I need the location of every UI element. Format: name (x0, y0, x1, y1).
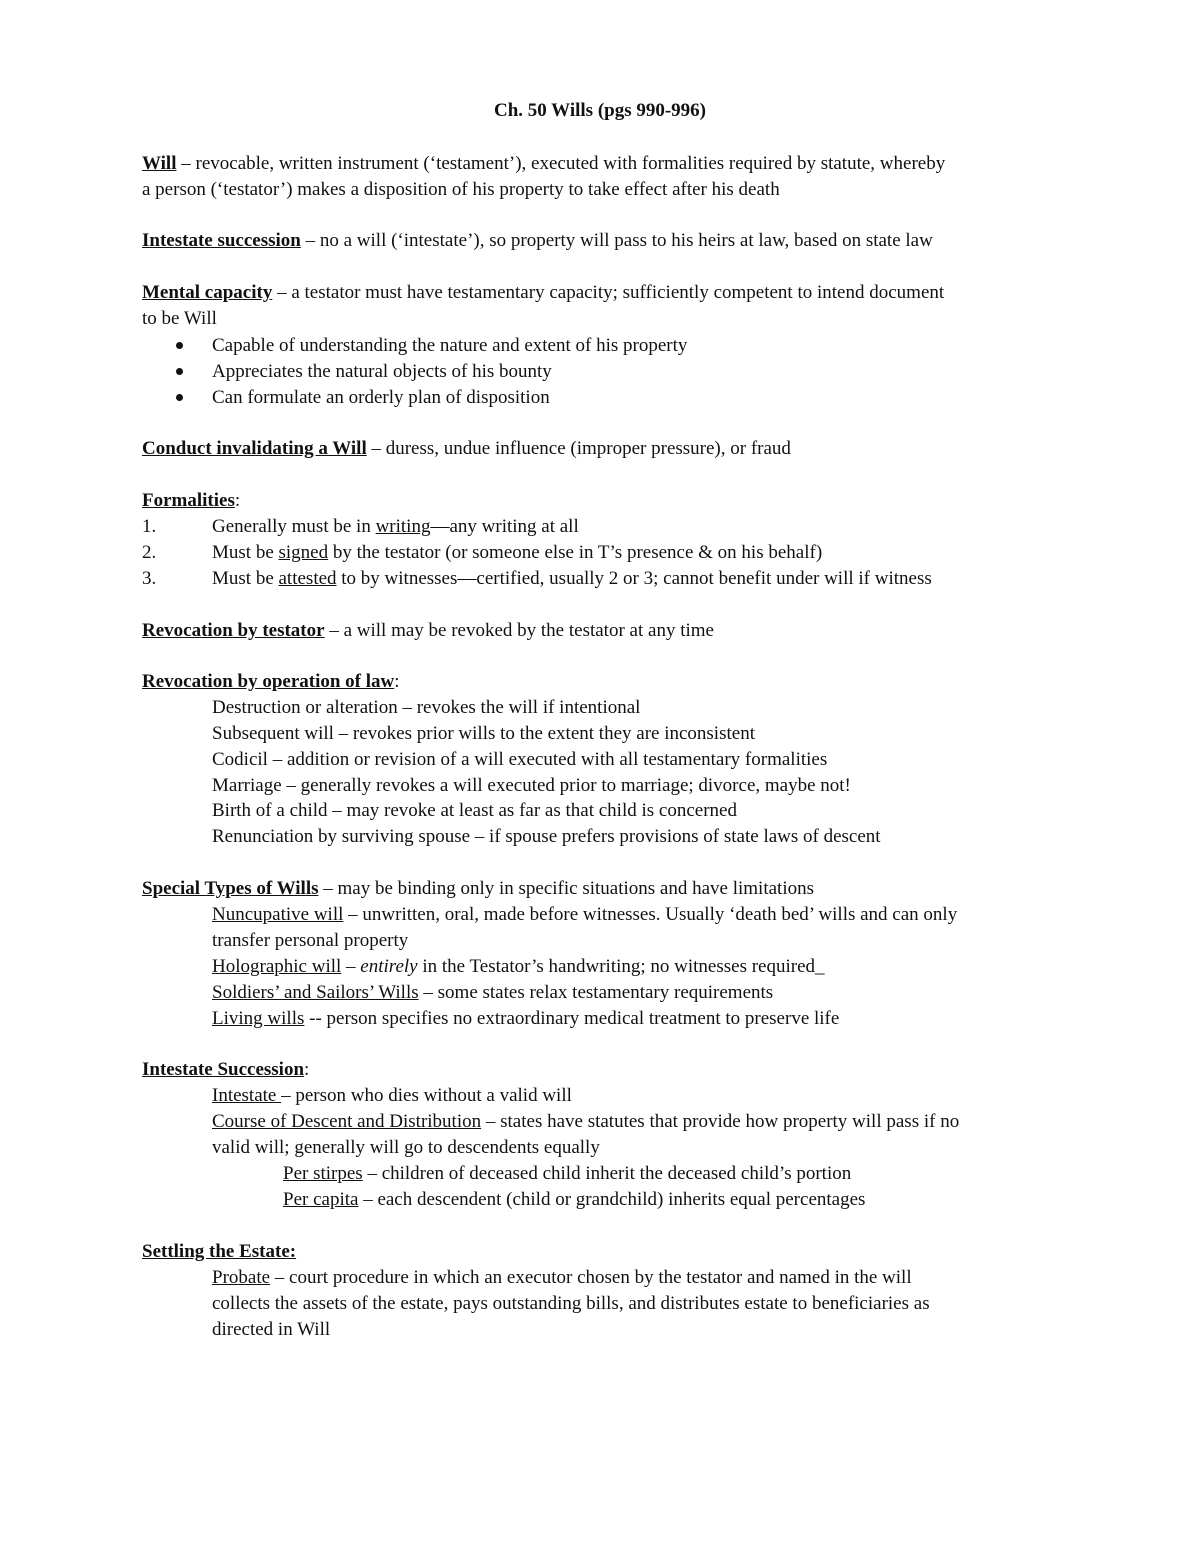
formalities-heading: Formalities: (142, 490, 241, 511)
list-item: Holographic will – entirely in the Testator’s handwriting; no witnesses required_ (212, 956, 825, 977)
will-definition: Will – revocable, written instrument (‘testament’), executed with formalities required by statute, whereby (142, 153, 946, 174)
list-item: Living wills -- person specifies no extraordinary medical treatment to preserve life (212, 1008, 840, 1029)
list-item: Renunciation by surviving spouse – if spouse prefers provisions of state laws of descent (212, 826, 881, 847)
list-number: 3. (142, 568, 157, 589)
list-item: Capable of understanding the nature and extent of his property (212, 335, 688, 356)
settling-estate-heading: Settling the Estate: (142, 1241, 297, 1262)
list-item: Soldiers’ and Sailors’ Wills – some states relax testamentary requirements (212, 982, 774, 1003)
revocation-testator-definition: Revocation by testator – a will may be revoked by the testator at any time (142, 620, 714, 641)
list-item: Can formulate an orderly plan of disposition (212, 387, 550, 408)
intestate-term: Intestate succession (142, 230, 301, 251)
list-item: Must be signed by the testator (or someone else in T’s presence & on his behalf) (212, 542, 823, 563)
list-item: Intestate – person who dies without a valid will (212, 1085, 572, 1106)
bullet-marker (176, 342, 183, 349)
list-item: Course of Descent and Distribution – states have statutes that provide how property will pass if no (212, 1111, 960, 1132)
list-item: Appreciates the natural objects of his bounty (212, 361, 552, 382)
will-definition-cont: a person (‘testator’) makes a disposition of his property to take effect after his death (142, 179, 780, 200)
mental-capacity-term: Mental capacity (142, 282, 273, 303)
list-item: Destruction or alteration – revokes the will if intentional (212, 697, 641, 718)
mental-capacity-definition: Mental capacity – a testator must have testamentary capacity; sufficiently competent to intend document (142, 282, 945, 303)
special-wills-definition: Special Types of Wills – may be binding only in specific situations and have limitations (142, 878, 815, 899)
bullet-marker (176, 368, 183, 375)
mental-capacity-definition-cont: to be Will (142, 308, 217, 329)
list-item-cont: collects the assets of the estate, pays outstanding bills, and distributes estate to beneficiaries as (212, 1293, 930, 1314)
list-item-cont: transfer personal property (212, 930, 409, 951)
list-item: Nuncupative will – unwritten, oral, made before witnesses. Usually ‘death bed’ wills and can only (212, 904, 958, 925)
list-item: Subsequent will – revokes prior wills to the extent they are inconsistent (212, 723, 755, 744)
special-wills-term: Special Types of Wills (142, 878, 319, 899)
list-item: Probate – court procedure in which an executor chosen by the testator and named in the will (212, 1267, 912, 1288)
conduct-definition: Conduct invalidating a Will – duress, undue influence (improper pressure), or fraud (142, 438, 791, 459)
list-number: 2. (142, 542, 157, 563)
list-item: Must be attested to by witnesses—certified, usually 2 or 3; cannot benefit under will if witness (212, 568, 932, 589)
revocation-law-heading: Revocation by operation of law: (142, 671, 400, 692)
intestate-definition: Intestate succession – no a will (‘intestate’), so property will pass to his heirs at law, based on state law (142, 230, 933, 251)
revocation-testator-term: Revocation by testator (142, 620, 325, 641)
page-title: Ch. 50 Wills (pgs 990-996) (493, 100, 707, 121)
list-number: 1. (142, 516, 157, 537)
list-item: Codicil – addition or revision of a will executed with all testamentary formalities (212, 749, 828, 770)
bullet-marker (176, 394, 183, 401)
list-item-cont: valid will; generally will go to descendents equally (212, 1137, 600, 1158)
conduct-term: Conduct invalidating a Will (142, 438, 367, 459)
list-item: Per stirpes – children of deceased child inherit the deceased child’s portion (283, 1163, 852, 1184)
intestate-succession-heading: Intestate Succession: (142, 1059, 310, 1080)
list-item-cont: directed in Will (212, 1319, 331, 1340)
list-item: Generally must be in writing—any writing at all (212, 516, 579, 537)
list-item: Marriage – generally revokes a will executed prior to marriage; divorce, maybe not! (212, 775, 851, 796)
will-term: Will (142, 153, 177, 174)
list-item: Per capita – each descendent (child or grandchild) inherits equal percentages (283, 1189, 866, 1210)
list-item: Birth of a child – may revoke at least as far as that child is concerned (212, 800, 737, 821)
